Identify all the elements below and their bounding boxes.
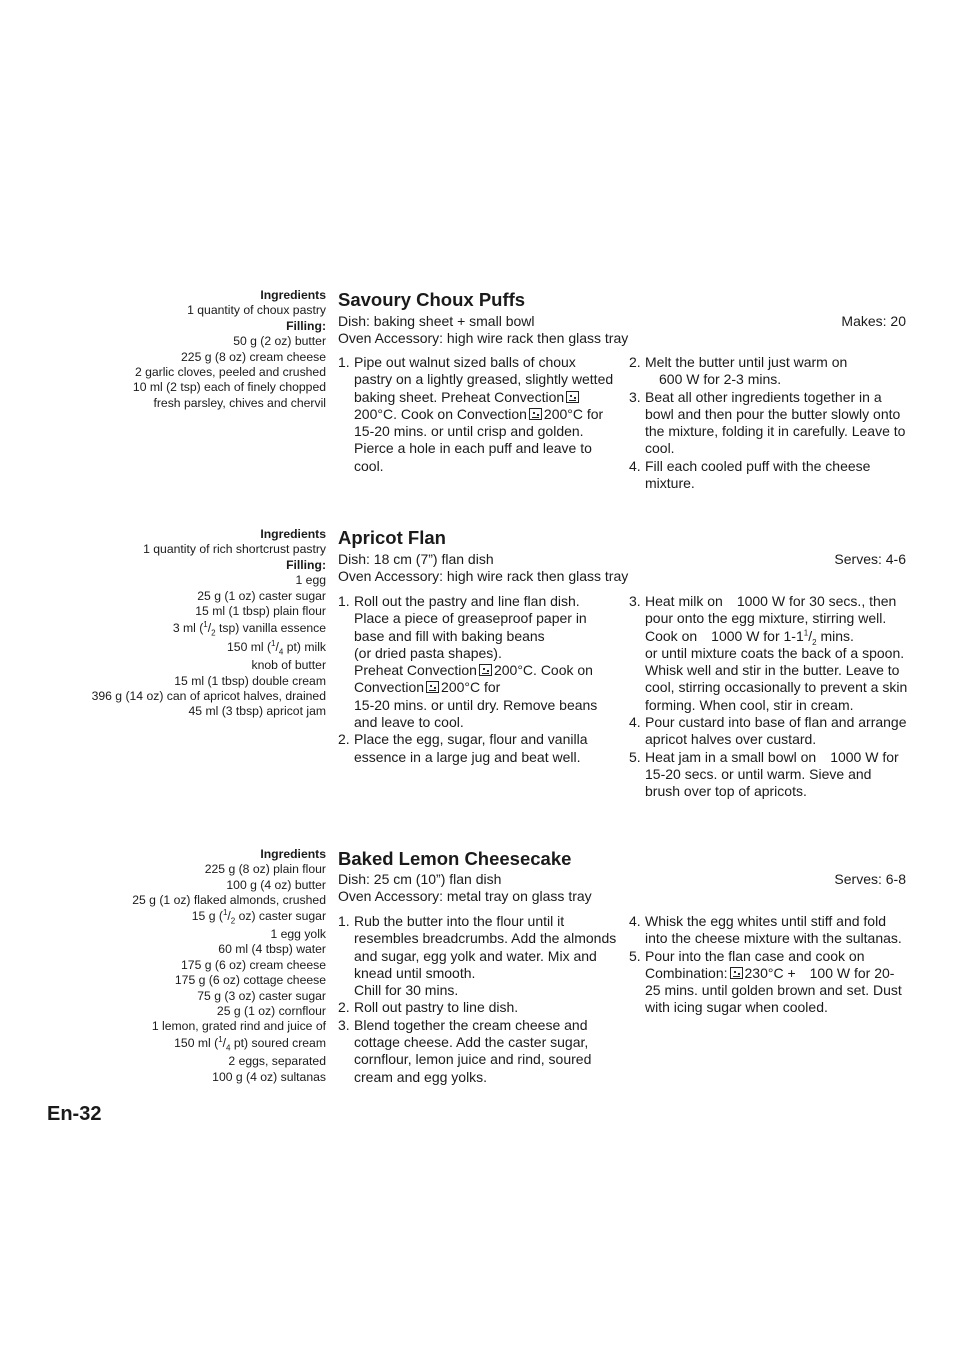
recipe-meta [338, 871, 906, 905]
step-number: 3. [629, 593, 641, 609]
method-column-right [629, 354, 907, 492]
accessory-info: Oven Accessory: metal tray on glass tray [338, 888, 592, 904]
recipe-meta [338, 551, 906, 585]
ingredient-item: 10 ml (2 tsp) each of finely chopped [132, 380, 326, 395]
ingredient-item: 45 ml (3 tbsp) apricot jam [188, 704, 326, 719]
method-step: 4. Fill each cooled puff with the cheese mixture. [629, 457, 871, 492]
method-column-left [338, 593, 616, 766]
ingredient-item: 75 g (3 oz) caster sugar [197, 988, 326, 1003]
ingredients-flan [40, 527, 326, 720]
filling-heading: Filling: [286, 318, 326, 333]
dish-info: Dish: 18 cm (7”) flan dish [338, 551, 494, 567]
method-column-right [629, 593, 909, 801]
page-number: En-32 [47, 1103, 102, 1125]
recipe-title: Savoury Choux Puffs [338, 289, 526, 310]
ingredient-item: 100 g (4 oz) sultanas [212, 1069, 326, 1084]
ingredient-item: 100 g (4 oz) butter [226, 877, 326, 892]
method-step: 1. Pipe out walnut sized balls of choux pastry on a lightly greased, slightly wetted baking sheet. Preheat Convection200°C. Cook on Convection 200°C for 15-20 mins. or until crisp and golden. Pierce a hole in each puff and leave to cool. [338, 354, 614, 474]
method-step: 5. Heat jam in a small bowl on 1000 W for 15-20 secs. or until warm. Sieve and brush over top of apricots. [629, 748, 899, 800]
ingredient-item: 15 g ($^1/_2$ oz) caster sugar [191, 907, 326, 926]
step-number: 4. [629, 714, 641, 731]
ingredient-item: 225 g (8 oz) plain flour [204, 862, 326, 877]
recipe-title: Apricot Flan [338, 527, 446, 548]
ingredient-item: 1 egg [295, 573, 326, 588]
yield-info: Serves: 4-6 [834, 551, 906, 567]
recipe-title: Baked Lemon Cheesecake [338, 848, 572, 869]
convection-icon [479, 664, 492, 676]
convection-icon [426, 681, 439, 693]
filling-heading: Filling: [286, 557, 326, 572]
ingredient-item: 1 quantity of rich shortcrust pastry [143, 542, 326, 557]
ingredients-choux [40, 288, 326, 411]
method-step: 1. Roll out the pastry and line flan dish. Place a piece of greaseproof paper in base and fill with baking beans (or dried pasta shapes). Preheat Convection 200°C. Cook on Convection 200°C for 15-20 mins. or until dry. Remove beans and leave to cool. [338, 593, 598, 731]
method-step: 3. Blend together the cream cheese and cottage cheese. Add the caster sugar, cornflour, lemon juice and rind, soured cream and egg yolks. [338, 1016, 592, 1085]
accessory-info: Oven Accessory: high wire rack then glass tray [338, 568, 629, 584]
ingredient-item: 175 g (6 oz) cream cheese [181, 957, 326, 972]
step-number: 4. [629, 913, 641, 929]
ingredient-item: 1 egg yolk [270, 927, 326, 942]
ingredient-item: 150 ml ($^1/_4$ pt) soured cream [174, 1034, 326, 1053]
ingredient-item: 175 g (6 oz) cottage cheese [174, 973, 326, 988]
ingredient-item: 1 lemon, grated rind and juice of [151, 1019, 326, 1034]
ingredient-item: 1 quantity of choux pastry [187, 303, 326, 318]
method-column-left [338, 913, 618, 1086]
step-number: 5. [629, 748, 641, 765]
dish-info: Dish: 25 cm (10”) flan dish [338, 871, 502, 887]
method-step: 2. Roll out pastry to line dish. [338, 999, 519, 1016]
step-number: 5. [629, 947, 641, 964]
method-step: 4. Whisk the egg whites until stiff and fold into the cheese mixture with the sultanas. [629, 913, 902, 947]
method-step: 2. Melt the butter until just warm on 600 W for 2-3 mins. [629, 354, 848, 388]
convection-icon [566, 391, 579, 403]
step-number: 3. [338, 1016, 350, 1033]
ingredient-item: 2 garlic cloves, peeled and crushed [134, 365, 326, 380]
method-column-left [338, 354, 616, 475]
dish-info: Dish: baking sheet + small bowl [338, 313, 535, 329]
accessory-info: Oven Accessory: high wire rack then glass tray [338, 330, 629, 346]
ingredient-item: 25 g (1 oz) cornflour [216, 1004, 326, 1019]
method-step: 3. Heat milk on 1000 W for 30 secs., then pour onto the egg mixture, stirring well. Cook on 1000 W for $1-1^1/_2$ mins. or until mixture coats the back of a spoon. Whisk well and stir in the butter. Leave to cool, stirring occasionally to prevent a skin forming. When cool, stir in cream. [629, 593, 908, 713]
step-number: 1. [338, 354, 350, 370]
step-number: 3. [629, 388, 641, 405]
ingredient-item: 25 g (1 oz) caster sugar [197, 588, 326, 603]
ingredients-heading: Ingredients [260, 288, 326, 302]
ingredients-heading: Ingredients [260, 847, 326, 861]
method-step: 5. Pour into the flan case and cook on Combination: 230°C + 100 W for 20-25 mins. until golden brown and set. Dust with icing sugar when cooled. [629, 947, 902, 1016]
ingredients-cheesecake [40, 847, 326, 1085]
ingredient-item: fresh parsley, chives and chervil [153, 395, 326, 410]
ingredient-item: 50 g (2 oz) butter [233, 334, 326, 349]
step-number: 2. [338, 731, 350, 748]
yield-info: Serves: 6-8 [834, 871, 906, 887]
step-number: 4. [629, 457, 641, 474]
ingredient-item: 15 ml (1 tbsp) plain flour [195, 604, 326, 619]
ingredient-item: 3 ml ($^1/_2$ tsp) vanilla essence [172, 620, 326, 638]
method-step: 3. Beat all other ingredients together in a bowl and then pour the butter slowly onto the mixture, folding it in carefully. Leave to cool. [629, 388, 906, 457]
method-step: 1. Rub the butter into the flour until it resembles breadcrumbs. Add the almonds and sugar, egg yolk and water. Mix and knead until smooth. Chill for 30 mins. [338, 913, 617, 999]
ingredient-item: 150 ml ($^1/_4$ pt) milk [227, 638, 326, 657]
step-number: 1. [338, 913, 350, 929]
convection-icon [730, 967, 743, 979]
step-number: 2. [629, 354, 641, 370]
yield-info: Makes: 20 [841, 313, 906, 329]
ingredients-heading: Ingredients [260, 527, 326, 541]
step-number: 2. [338, 999, 350, 1016]
ingredient-item: knob of butter [251, 658, 326, 673]
ingredient-item: 2 eggs, separated [228, 1054, 326, 1069]
method-step: 4. Pour custard into base of flan and arrange apricot halves over custard. [629, 714, 907, 748]
ingredient-item: 15 ml (1 tbsp) double cream [174, 673, 326, 688]
method-column-right [629, 913, 909, 1017]
ingredient-item: 60 ml (4 tbsp) water [218, 942, 326, 957]
recipe-meta [338, 313, 906, 347]
ingredient-item: 25 g (1 oz) flaked almonds, crushed [132, 893, 326, 908]
method-step: 2. Place the egg, sugar, flour and vanilla essence in a large jug and beat well. [338, 731, 588, 765]
ingredient-item: 225 g (8 oz) cream cheese [181, 349, 326, 364]
step-number: 1. [338, 593, 350, 609]
ingredient-item: 396 g (14 oz) can of apricot halves, drained [91, 689, 326, 704]
convection-icon [529, 408, 542, 420]
